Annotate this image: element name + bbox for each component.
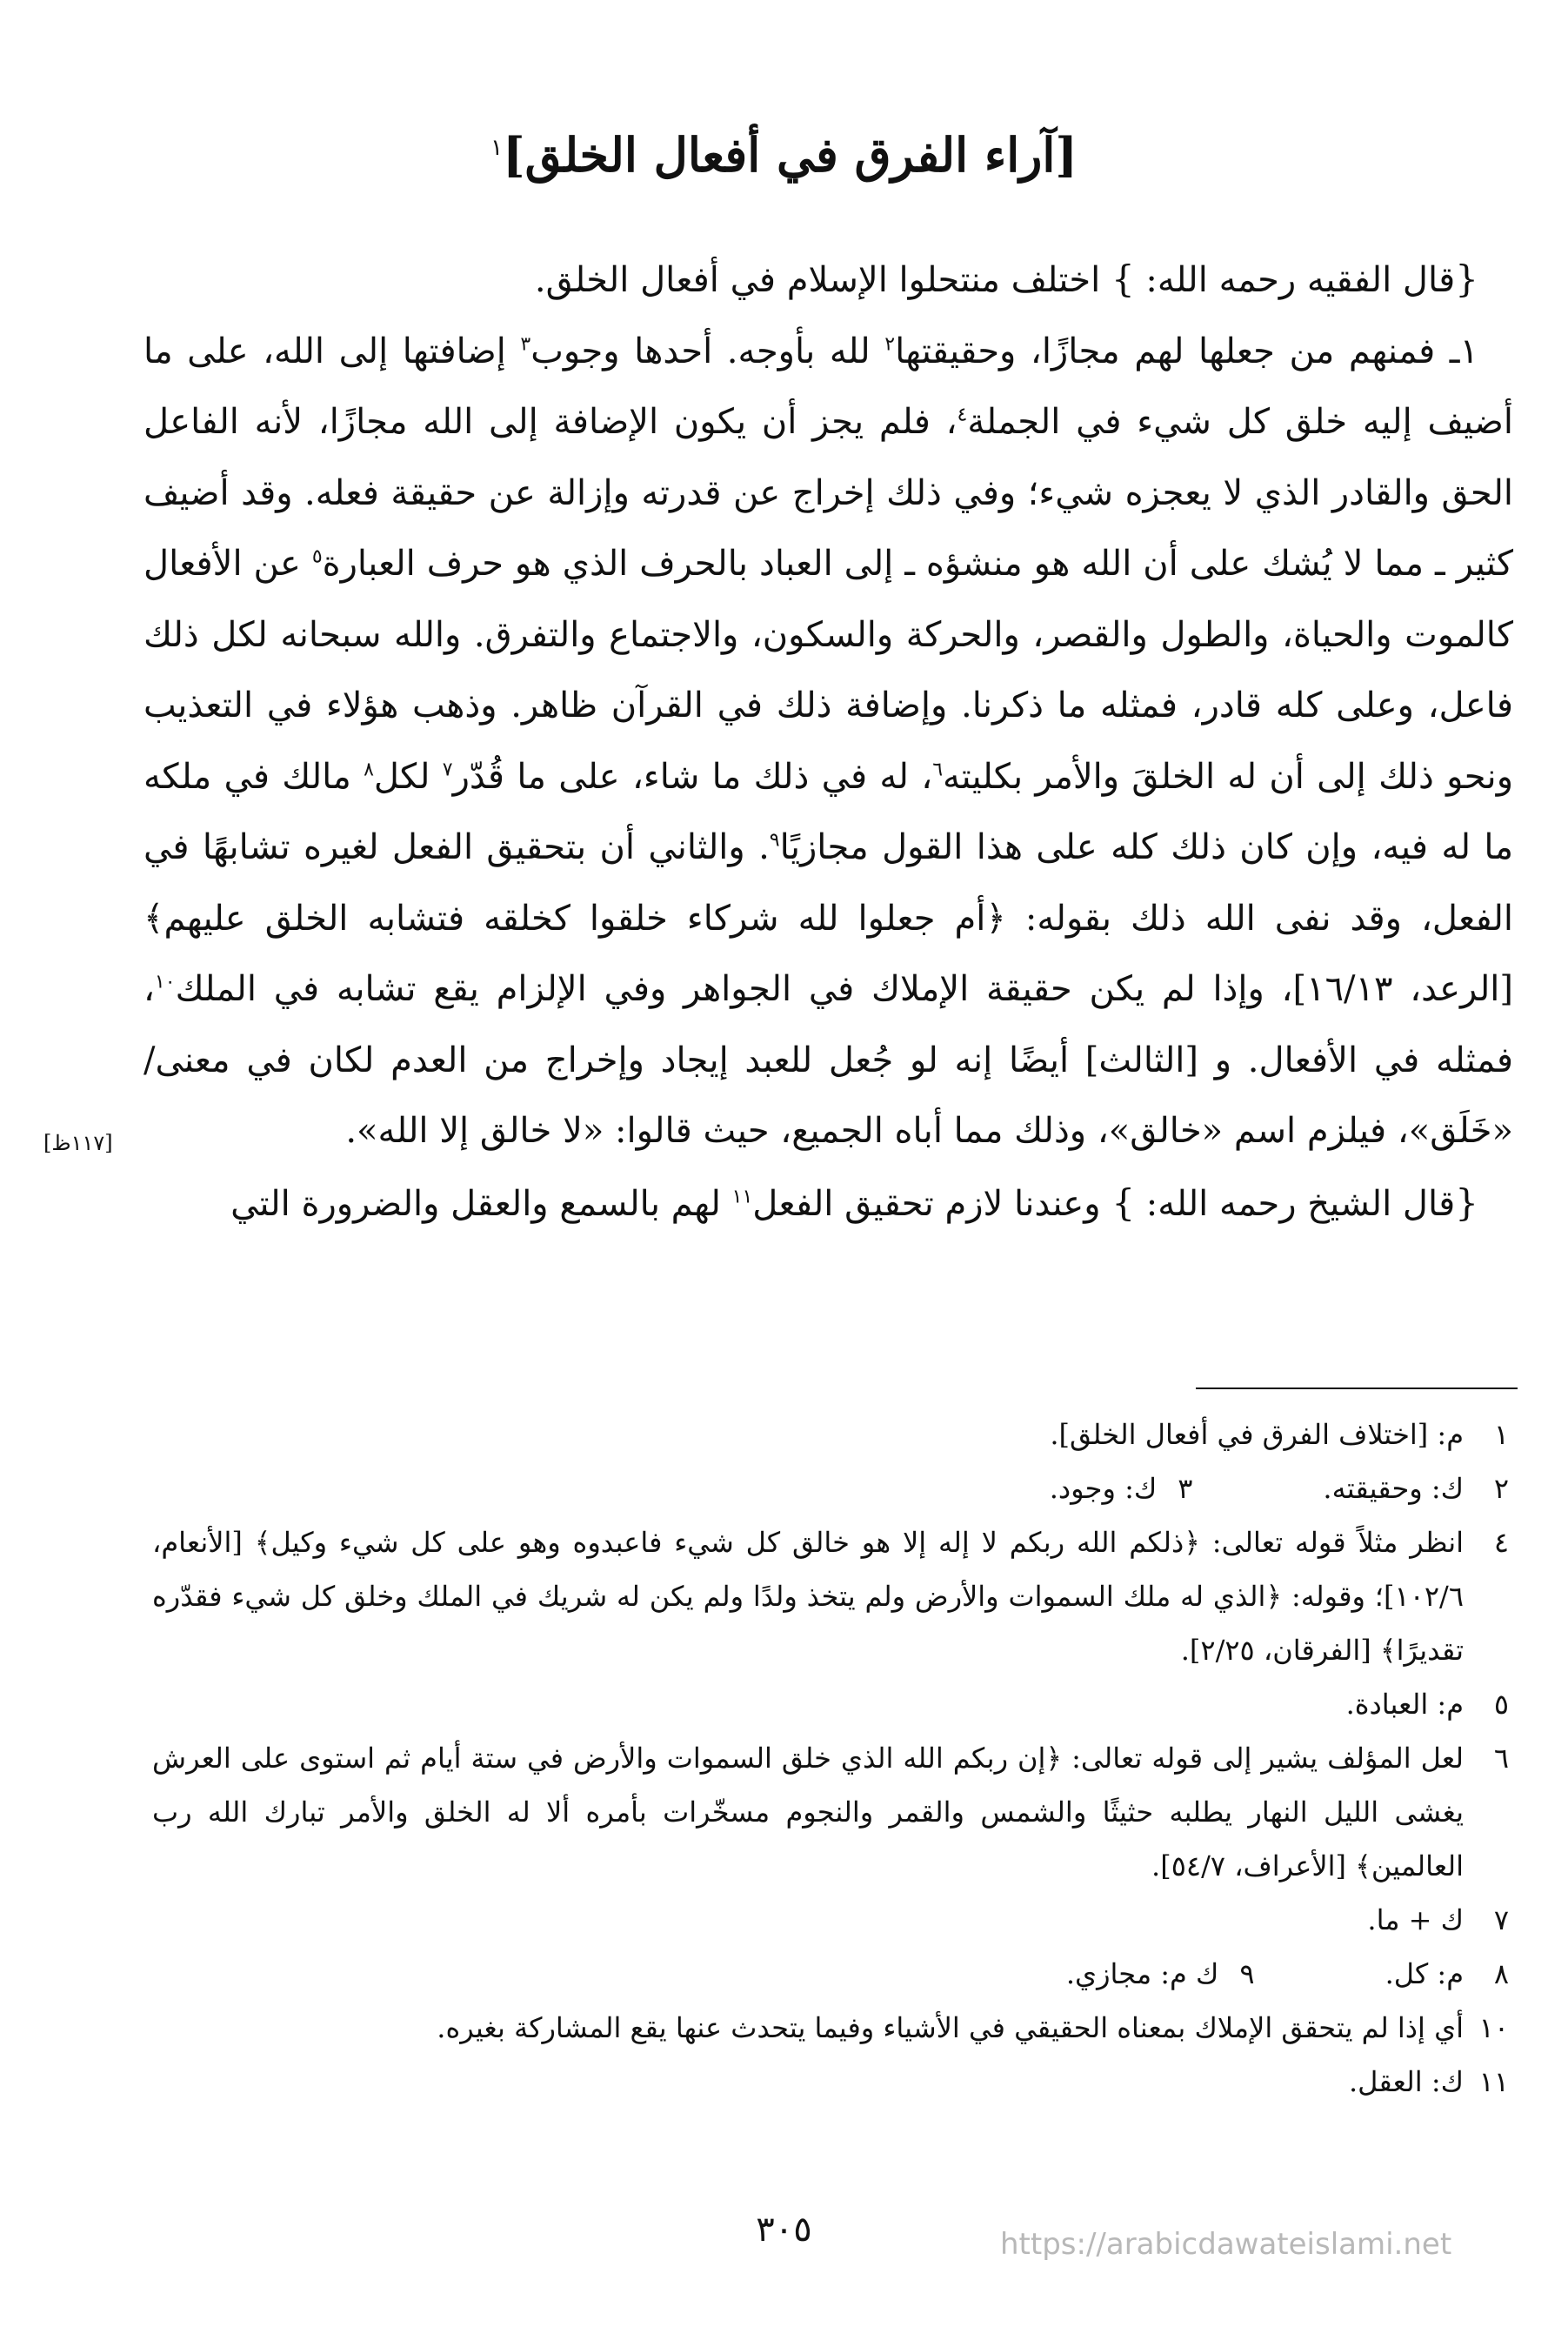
footnote-text: ك: وحقيقته. [1323,1472,1464,1505]
text-run: لكل [373,756,443,797]
footnote [152,1947,1509,2001]
footnote-number: ٨ [1493,1957,1509,1990]
footnote-ref: ٤ [957,404,968,426]
text-run: اختلف منتحلوا الإسلام في أفعال الخلق. [534,260,1111,300]
footnote-ref: ٨ [364,759,374,781]
footnote-ref: ٢ [884,333,896,356]
text-run: ، له في ذلك ما شاء، على ما قُدّر [452,756,933,797]
footnote [152,1893,1509,1947]
speaker-brace: } [1111,257,1135,300]
paragraph [143,1167,1513,1240]
footnote-text: لعل المؤلف يشير إلى قوله تعالى: ﴿إن ربكم الله الذي خلق السموات والأرض في ستة أيام ثم استوى على العرش يغشى الليل النهار يطلبه حثيثًا والشمس والقمر والنجوم مسخّرات بأمره ألا له الخلق والأمر تبارك الله رب العالمين﴾ [الأعراف، ٥٤/٧]. [152,1742,1465,1882]
footnote-number: ١ [1493,1418,1509,1451]
footnote-ref: ١١ [731,1186,753,1208]
footnote-text: ك م: مجازي. [1065,1957,1219,1990]
footnote-second [1050,1461,1193,1515]
footnote-text: ك: العقل. [1349,2065,1464,2098]
footnote-text: ك: وجود. [1049,1472,1158,1505]
text-run: عن الأفعال كالموت والحياة، والطول والقصر، والحركة والسكون، والاجتماع والتفرق. والله سبحانه لكل ذلك فاعل، وعلى كله قادر، فمثله ما ذكرنا. وإضافة ذلك في القرآن ظاهر. وذهب هؤلاء في التعذيب ونحو ذلك إلى أن له الخلقَ والأمر بكليته [143,544,1514,797]
footnotes [152,1408,1509,2109]
footnote-number: ٦ [1493,1742,1509,1775]
section-title-text: [آراء الفرق في أفعال الخلق] [503,127,1078,183]
footnote-number: ٧ [1493,1903,1509,1936]
paragraph [143,244,1513,317]
footnote-text: انظر مثلاً قوله تعالى: ﴿ذلكم الله ربكم لا إله إلا هو خالق كل شيء فاعبدوه وهو على كل شيء وكيل﴾ [الأنعام، ١٠٢/٦]؛ وقوله: ﴿الذي له ملك السموات والأرض ولم يتخذ ولدًا ولم يكن له شريك في الملك وخلق كل شيء فقدّره تقديرًا﴾ [الفرقان، ٢/٢٥]. [152,1526,1464,1667]
text-run: ، فلم يجز أن يكون الإضافة إلى الله مجازًا، لأنه الفاعل الحق والقادر الذي لا يعجزه شيء؛ وفي ذلك إخراج عن قدرته وإزالة عن حقيقة فعله. وقد أضيف كثير ـ مما لا يُشك على أن الله هو منشؤه ـ إلى العباد بالحرف الذي هو حرف العبارة [143,402,1513,584]
footnote-number: ٣ [1178,1472,1193,1505]
paragraph [143,317,1513,1167]
footnote-number: ٥ [1493,1688,1509,1721]
footnote-second [1066,1947,1255,2001]
footnote-text: م: العبادة. [1345,1688,1464,1721]
footnote-ref: ٥ [311,545,323,568]
text-run: قال الشيخ رحمه الله: [1135,1183,1456,1224]
footnote [152,1731,1509,1893]
watermark: https://arabicdawateislami.net [1000,2227,1452,2262]
footnote-ref: ٩ [769,829,780,852]
footnote-number: ٤ [1493,1526,1509,1559]
footnote [152,2001,1509,2055]
footnote-number: ٩ [1239,1957,1255,1990]
footnote [152,1677,1509,1731]
text-run: مالك في ملكه ما له فيه، وإن كان ذلك كله على هذا القول مجازيًا [143,756,1514,867]
text-run: . والثاني أن بتحقيق الفعل لغيره تشابهًا في الفعل، وقد نفى الله ذلك بقوله: ﴿أم جعلوا لله شركاء خلقوا كخلقه فتشابه الخلق عليهم﴾ [الرعد، ١٦/١٣]، وإذا لم يكن حقيقة الإملاك في الجواهر وفي الإلزام يقع تشابه في الملك [143,827,1514,1009]
footnote [152,1408,1509,1461]
footnote-number: ١٠ [1478,2011,1509,2044]
text-run: لله بأوجه. أحدها وجوب [530,331,885,371]
speaker-brace: } [1111,1180,1136,1224]
footnote-text: ك + ما. [1367,1903,1464,1936]
text-run: وعندنا لازم تحقيق الفعل [752,1183,1112,1224]
footnote-ref: ٧ [442,759,453,781]
text-run: إضافتها إلى الله، على ما أضيف إليه خلق كل شيء في الجملة [143,331,1513,442]
speaker-brace: { [1455,257,1478,300]
footnote [152,2055,1509,2109]
footnote-ref: ١٠ [154,971,176,993]
footnote-ref: ٣ [520,333,531,356]
section-title [0,104,1568,198]
footnote [152,1461,1509,1515]
footnote-divider [1196,1388,1518,1389]
speaker-brace: { [1455,1180,1478,1224]
footnote-text: م: كل. [1385,1957,1464,1990]
page-number: ٣٠٥ [756,2210,812,2250]
text-run: ، فمثله في الأفعال. و [الثالث] أيضًا إنه لو جُعل للعبد إيجاد وإخراج من العدم لكان في معنى/ «خَلَق»، فيلزم اسم «خالق»، وذلك مما أباه الجميع، حيث قالوا: «لا خالق إلا الله». [143,969,1513,1151]
manuscript-folio-note: [١١٧ظ] [43,1131,113,1155]
text-run: لهم بالسمع والعقل والضرورة التي [230,1183,732,1224]
footnote-number: ١١ [1478,2065,1509,2098]
footnote-text: أي إذا لم يتحقق الإملاك بمعناه الحقيقي في الأشياء وفيما يتحدث عنها يقع المشاركة بغيره. [437,2011,1464,2044]
title-footnote-ref: ١ [490,135,504,161]
text-run: قال الفقيه رحمه الله: [1134,260,1456,300]
main-text [143,244,1513,1240]
footnote [152,1515,1509,1677]
footnote-text: م: [اختلاف الفرق في أفعال الخلق]. [1050,1418,1464,1451]
text-run: ١ـ فمنهم من جعلها لهم مجازًا، وحقيقتها [895,331,1478,371]
footnote-number: ٢ [1493,1472,1509,1505]
footnote-ref: ٦ [932,759,944,781]
